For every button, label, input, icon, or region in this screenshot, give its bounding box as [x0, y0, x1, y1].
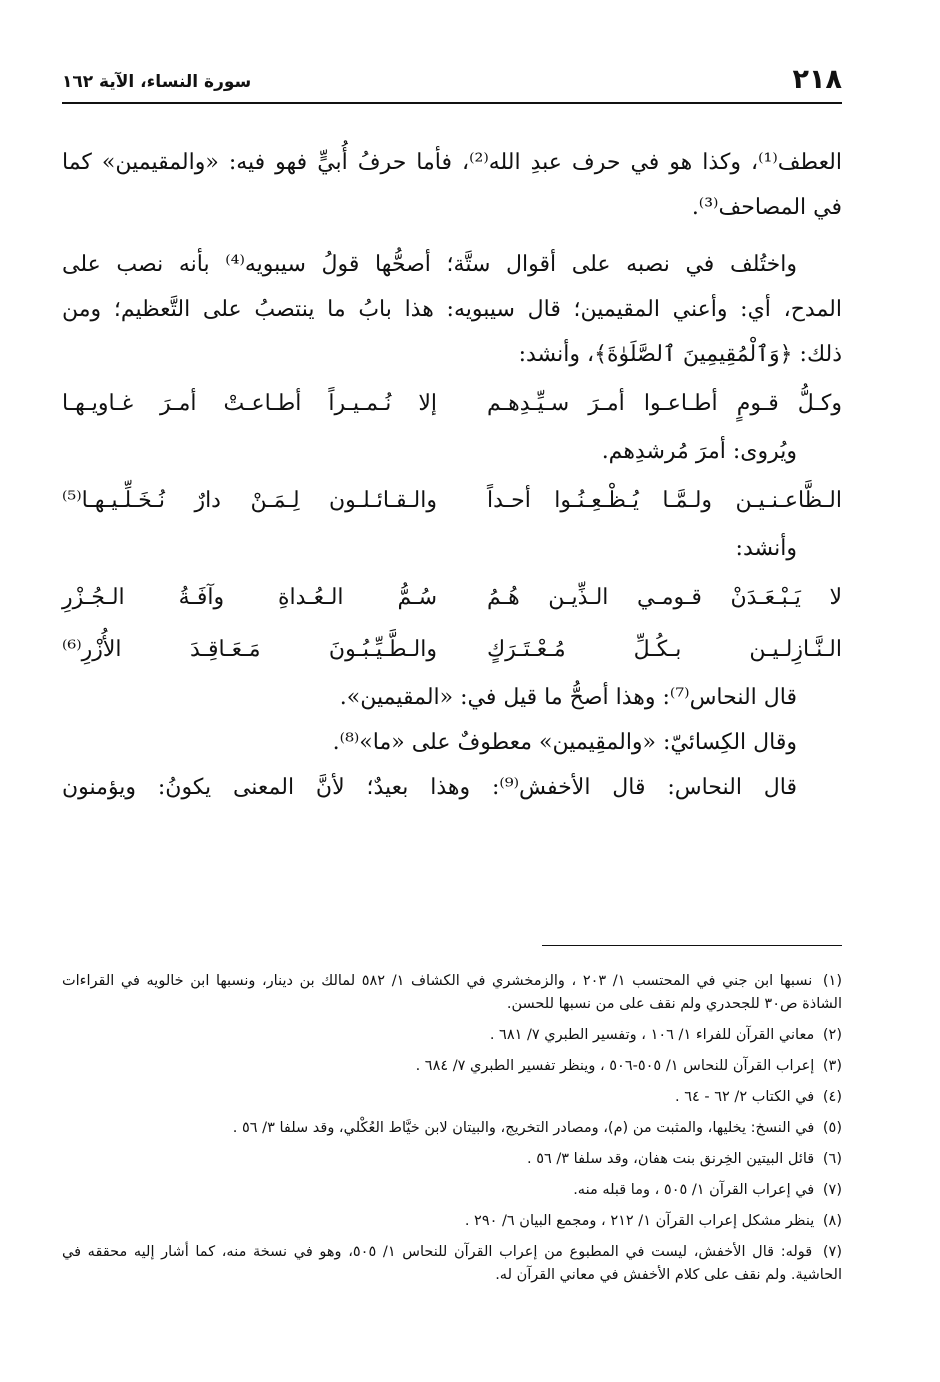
- text-line: المدح، أي: وأعني المقيمين؛ قال سيبويه: هذا بابُ ما ينتصبُ على التَّعظيم؛ ومن: [62, 297, 842, 322]
- verse-hemistich: سُـمُّ الـعُـداةِ وآفَـةُ الـجُـزْرِ: [62, 585, 437, 610]
- footnote-text: في النسخ: يخليها، والمثبت من (م)، ومصادر التخريج، والبيتان لابن خيَّاط العُكْلي، وقد سلفا ٣/ ٥٦ .: [232, 1120, 815, 1136]
- footnote: [62, 1179, 842, 1202]
- text-line: ويُروى: أمرَ مُرشدِهم.: [601, 439, 797, 464]
- footnote-text: إعراب القرآن للنحاس ١/ ٥٠٥-٥٠٦ ، وينظر تفسير الطبري ٧/ ٦٨٤ .: [415, 1058, 815, 1074]
- footnote: [62, 1086, 842, 1109]
- footnote-text: قوله: قال الأخفش، ليست في المطبوع من إعراب القرآن للنحاس ١/ ٥٠٥، وهو في نسخة منه، كما أشار إليه محققه في الحاشية. ولم نقف على كلام الأخفش في معاني القرآن له.: [62, 1244, 842, 1283]
- verse-hemistich: وكـلُّ قـومٍ أطـاعـوا أمـرَ سـيِّـدِهـم: [487, 391, 842, 416]
- poem-verse: [62, 474, 842, 526]
- footnote-number: (٧): [822, 1182, 842, 1198]
- footnote-text: ينظر مشكل إعراب القرآن ١/ ٢١٢ ، ومجمع البيان ٦/ ٢٩٠ .: [464, 1213, 815, 1229]
- text-line: في المصاحف⁽³⁾.: [691, 195, 842, 220]
- footnote-text: قائل البيتين الخِرنق بنت هفان، وقد سلفا ٣/ ٥٦ .: [526, 1151, 815, 1167]
- poem-verse: [62, 623, 842, 675]
- footnote-number: (٨): [822, 1213, 842, 1229]
- poem-verse: [62, 377, 842, 429]
- footnote-number: (٤): [822, 1089, 842, 1105]
- footnote-number: (٣): [822, 1058, 842, 1074]
- footnote-number: (٢): [822, 1027, 842, 1043]
- footnote: [62, 1148, 842, 1171]
- main-text: [62, 140, 842, 810]
- verse-hemistich: لا يَـبْـعَـدَنْ قـومـي الـذِّيـن هُـمُ: [487, 585, 842, 610]
- footnote-number: (٦): [822, 1151, 842, 1167]
- footnote-text: معاني القرآن للفراء ١/ ١٠٦ ، وتفسير الطبري ٧/ ٦٨١ .: [489, 1027, 815, 1043]
- book-page: [62, 62, 843, 1283]
- text-line: واختُلف في نصبه على أقوال ستَّة؛ أصحُّها قولُ سيبويه⁽⁴⁾ بأنه نصب على: [62, 252, 797, 277]
- verse-hemistich: الـظَّاعـنـيـن ولـمَّـا يُـظْـعِـنُـوا أحـداً: [487, 488, 842, 513]
- footnote-number: (٥): [822, 1120, 842, 1136]
- verse-hemistich: والـطَّـيِّـبُـونَ مَـعَـاقِـدَ الأُزْرِ⁽⁶⁾: [62, 637, 437, 662]
- footnote-text: نسبها ابن جني في المحتسب ١/ ٢٠٣ ، والزمخشري في الكشاف ١/ ٥٨٢ لمالك بن دينار، ونسبها ابن خالويه في القراءات الشاذة ص٣٠ للجحدري ولم نقف على من نسبها للحسن.: [62, 973, 842, 1012]
- verse-hemistich: والـقـائـلـون لِـمَـنْ دارٌ نُـخَـلِّـيـهـا⁽⁵⁾: [62, 488, 437, 513]
- page-number: ٢١٨: [792, 64, 842, 95]
- running-head: سورة النساء، الآية ١٦٢: [62, 72, 252, 92]
- text-line: وأنشد:: [735, 536, 797, 561]
- footnote-number: (٧): [822, 1244, 842, 1260]
- footnote: [62, 1024, 842, 1047]
- footnotes: [62, 970, 842, 1295]
- footnote: [62, 1055, 842, 1078]
- page-header: [62, 62, 842, 104]
- verse-hemistich: إلا نُـمـيـراً أطـاعـتْ أمـرَ غـاويـهـا: [62, 391, 437, 416]
- footnote: [62, 970, 842, 1016]
- text-line: قال النحاس⁽⁷⁾: وهذا أصحُّ ما قيل في: «المقيمين».: [339, 685, 797, 710]
- text-line: العطف⁽¹⁾، وكذا هو في حرف عبدِ الله⁽²⁾، فأما حرفُ أُبيٍّ فهو فيه: «والمقيمين» كما: [62, 150, 842, 175]
- footnote: [62, 1117, 842, 1140]
- footnote-divider: [542, 945, 842, 946]
- footnote: [62, 1241, 842, 1287]
- footnote-number: (١): [822, 973, 843, 989]
- text-line: ذلك: ﴿وَٱلْمُقِيمِينَ ٱلصَّلَوٰةَ﴾، وأنشد:: [518, 342, 842, 367]
- verse-hemistich: الـنَّـازِلـيـن بـكُـلِّ مُـعْـتَـرَكٍ: [487, 637, 842, 662]
- poem-verse: [62, 571, 842, 623]
- footnote-text: في الكتاب ٢/ ٦٢ - ٦٤ .: [674, 1089, 815, 1105]
- footnote: [62, 1210, 842, 1233]
- footnote-text: في إعراب القرآن ١/ ٥٠٥ ، وما قبله منه.: [573, 1182, 815, 1198]
- text-line: قال النحاس: قال الأخفش⁽⁹⁾: وهذا بعيدٌ؛ لأنَّ المعنى يكونُ: ويؤمنون: [62, 775, 797, 800]
- text-line: وقال الكِسائيّ: «والمقِيمين» معطوفٌ على «ما»⁽⁸⁾.: [332, 730, 797, 755]
